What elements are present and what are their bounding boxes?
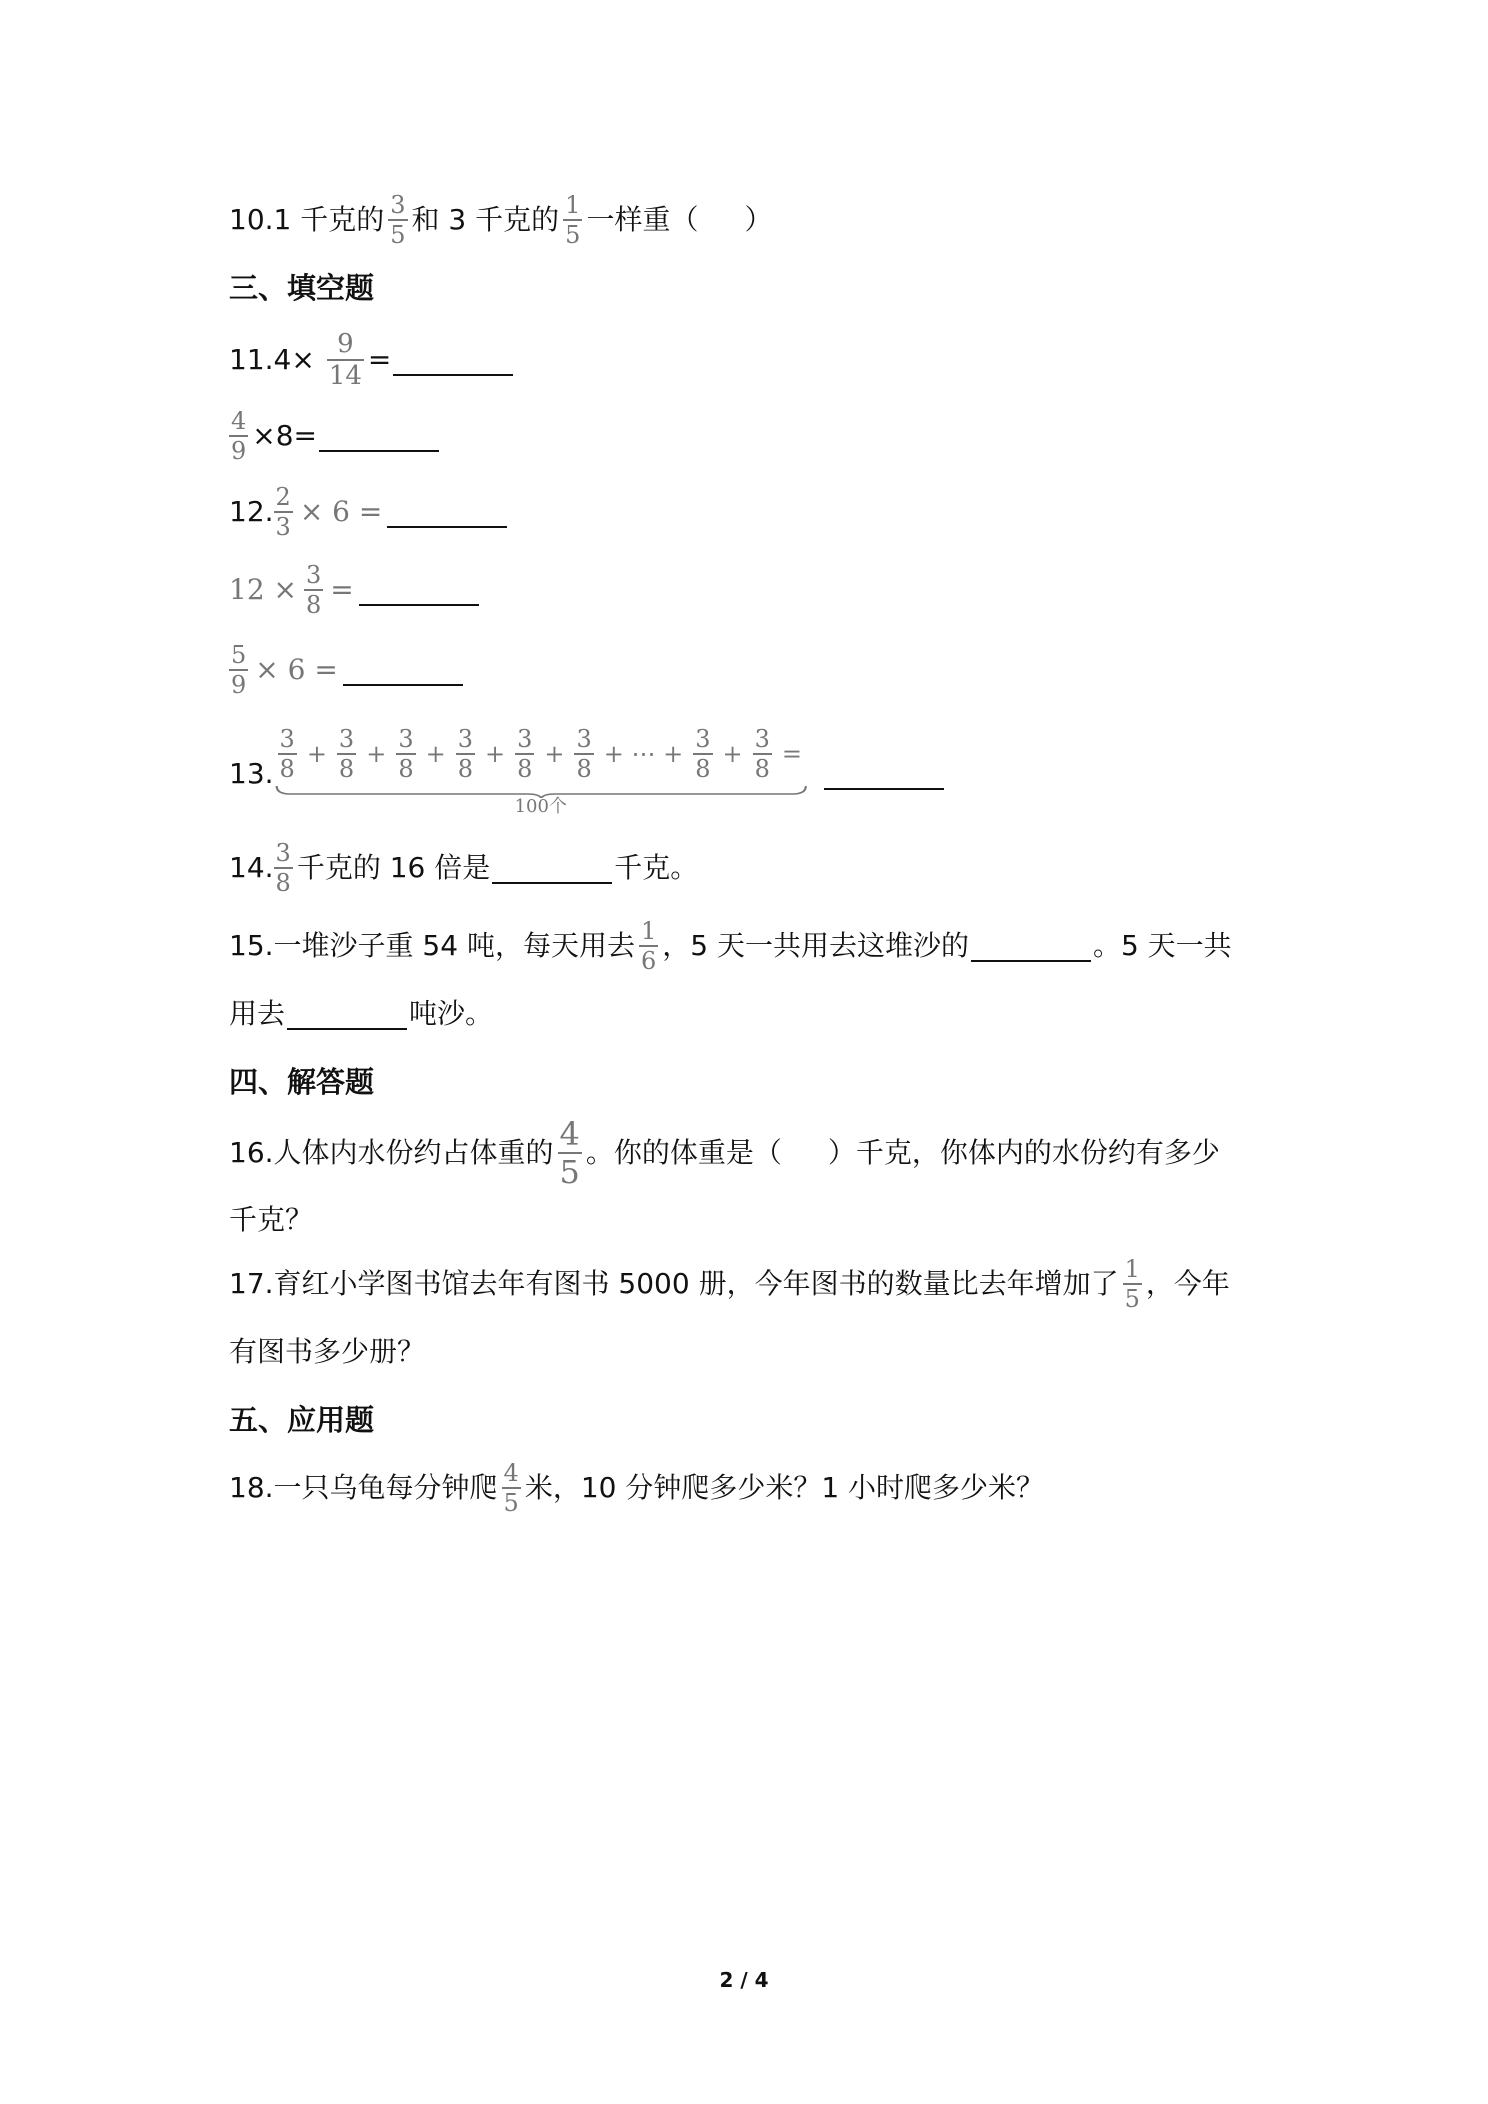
question-11b [229, 406, 1269, 466]
question-13 [229, 720, 1269, 820]
denominator: 9 [231, 437, 247, 465]
fraction-1-5 [563, 193, 582, 247]
q15-line2-prefix: 用去 [229, 997, 286, 1030]
fraction-2-3 [274, 485, 293, 539]
q11-prefix: 11.4× [229, 343, 315, 376]
answer-blank[interactable] [393, 344, 513, 376]
q15-text-mid: ，5 天一共用去这堆沙的 [662, 929, 969, 962]
numerator: 3 [279, 725, 295, 753]
q17-text-suffix: ，今年 [1145, 1267, 1230, 1300]
q14-text-suffix: 千克。 [614, 851, 699, 884]
numerator: 1 [1124, 1255, 1140, 1283]
denominator: 8 [754, 755, 770, 783]
section-heading-fill-in: 三、填空题 [229, 271, 375, 305]
question-16 [229, 1115, 1269, 1191]
question-12a [229, 482, 1269, 542]
answer-blank[interactable] [359, 574, 479, 606]
answer-blank[interactable] [824, 758, 944, 790]
sum-term-fraction [515, 727, 534, 781]
q16-text-prefix: 16.人体内水份约占体重的 [229, 1136, 554, 1169]
fraction-1-5 [1123, 1257, 1142, 1311]
q15-line2-suffix: 吨沙。 [409, 997, 494, 1030]
numerator: 4 [503, 1459, 519, 1487]
question-15 [229, 916, 1269, 976]
sum-terms [274, 724, 809, 784]
fraction-3-8 [274, 841, 293, 895]
denominator: 8 [517, 755, 533, 783]
denominator: 8 [275, 869, 291, 897]
answer-blank[interactable] [287, 998, 407, 1030]
numerator: 4 [559, 1115, 580, 1153]
numerator: 5 [231, 641, 247, 669]
denominator: 9 [231, 671, 247, 699]
sum-term-fraction [693, 727, 712, 781]
q14-text-mid: 千克的 16 倍是 [296, 851, 491, 884]
section-heading-answer: 四、解答题 [229, 1065, 375, 1099]
numerator: 2 [275, 483, 291, 511]
q16-text-suffix: ）千克，你体内的水份约有多少 [827, 1136, 1220, 1169]
q13-prefix: 13. [229, 757, 274, 790]
sum-operator: + [484, 740, 506, 768]
answer-blank[interactable] [492, 852, 612, 884]
fraction-9-14 [327, 331, 364, 389]
sum-operator: + ⋯ + [603, 740, 684, 768]
denominator: 8 [279, 755, 295, 783]
answer-blank[interactable] [387, 496, 507, 528]
sum-operator: + [306, 740, 327, 768]
question-11a [229, 330, 1269, 390]
denominator: 5 [390, 221, 406, 249]
question-14 [229, 838, 1269, 898]
q11-equals: = [367, 343, 392, 376]
denominator: 6 [640, 947, 657, 975]
fraction-3-5 [388, 193, 407, 247]
q18-text-suffix: 米，10 分钟爬多少米？1 小时爬多少米？ [524, 1471, 1045, 1504]
question-12b [229, 560, 1269, 620]
sum-term-fraction [456, 727, 475, 781]
numerator: 3 [306, 561, 322, 589]
fraction-4-9 [229, 409, 248, 463]
denominator: 5 [565, 221, 581, 249]
q12b-expression: 12 × [229, 573, 297, 606]
sum-term-fraction [337, 727, 356, 781]
question-12c [229, 640, 1269, 700]
question-16-continued: 千克？ [229, 1203, 314, 1236]
sum-term-fraction [574, 727, 593, 781]
sum-equals: = [781, 740, 803, 768]
q10-close-paren: ） [744, 203, 773, 236]
denominator: 5 [1124, 1285, 1140, 1313]
denominator: 8 [306, 591, 322, 619]
q16-text-mid: 。你的体重是（ [585, 1136, 782, 1169]
q12b-equals: = [330, 573, 354, 606]
fraction-3-8 [304, 563, 323, 617]
numerator: 1 [565, 191, 581, 219]
q11b-suffix: ×8= [252, 419, 318, 452]
question-17-continued: 有图书多少册？ [229, 1335, 426, 1368]
q12c-expression: × 6 = [255, 653, 338, 686]
answer-blank[interactable] [319, 420, 439, 452]
numerator: 3 [398, 725, 414, 753]
fraction-4-5 [502, 1461, 521, 1515]
page-number: 2 / 4 [719, 1968, 769, 1992]
sum-term-fraction [396, 727, 415, 781]
numerator: 3 [517, 725, 533, 753]
denominator: 3 [275, 513, 291, 541]
q10-text-mid: 和 3 千克的 [411, 203, 560, 236]
sum-operator: + [544, 740, 565, 768]
numerator: 3 [338, 725, 355, 753]
denominator: 8 [695, 755, 711, 783]
answer-blank[interactable] [971, 930, 1091, 962]
denominator: 8 [338, 755, 355, 783]
numerator: 3 [457, 725, 473, 753]
sum-operator: + [722, 740, 743, 768]
question-10 [229, 190, 1269, 250]
numerator: 3 [576, 725, 592, 753]
q12-prefix: 12. [229, 495, 274, 528]
q12a-expression: × 6 = [299, 495, 383, 528]
denominator: 14 [328, 361, 362, 391]
numerator: 4 [231, 407, 247, 435]
denominator: 8 [457, 755, 473, 783]
fraction-5-9 [229, 643, 248, 697]
numerator: 1 [640, 917, 657, 945]
numerator: 3 [754, 725, 770, 753]
q18-text-prefix: 18.一只乌龟每分钟爬 [229, 1471, 498, 1504]
repeated-sum-expression [274, 724, 809, 816]
section-heading-application: 五、应用题 [229, 1403, 375, 1437]
sum-operator: + [425, 740, 446, 768]
q15-text-suffix: 。5 天一共 [1092, 929, 1232, 962]
denominator: 5 [559, 1153, 580, 1191]
sum-term-fraction [753, 727, 772, 781]
sum-term-fraction [278, 727, 297, 781]
question-17 [229, 1254, 1269, 1314]
answer-blank[interactable] [343, 654, 463, 686]
denominator: 8 [576, 755, 592, 783]
question-18 [229, 1458, 1269, 1518]
q14-prefix: 14. [229, 851, 274, 884]
numerator: 9 [337, 329, 354, 359]
denominator: 8 [398, 755, 414, 783]
q10-text-suffix: 一样重（ [586, 203, 699, 236]
sum-operator: + [366, 740, 387, 768]
numerator: 3 [275, 839, 291, 867]
numerator: 3 [695, 725, 711, 753]
brace-label: 100个 [514, 796, 567, 817]
q10-text-prefix: 10.1 千克的 [229, 203, 385, 236]
denominator: 5 [503, 1489, 519, 1517]
q15-text-prefix: 15.一堆沙子重 54 吨，每天用去 [229, 929, 635, 962]
fraction-4-5 [558, 1115, 582, 1191]
q17-text-prefix: 17.育红小学图书馆去年有图书 5000 册，今年图书的数量比去年增加了 [229, 1267, 1119, 1300]
numerator: 3 [390, 191, 406, 219]
fraction-1-6 [639, 919, 658, 973]
question-15-continued [229, 984, 1269, 1044]
